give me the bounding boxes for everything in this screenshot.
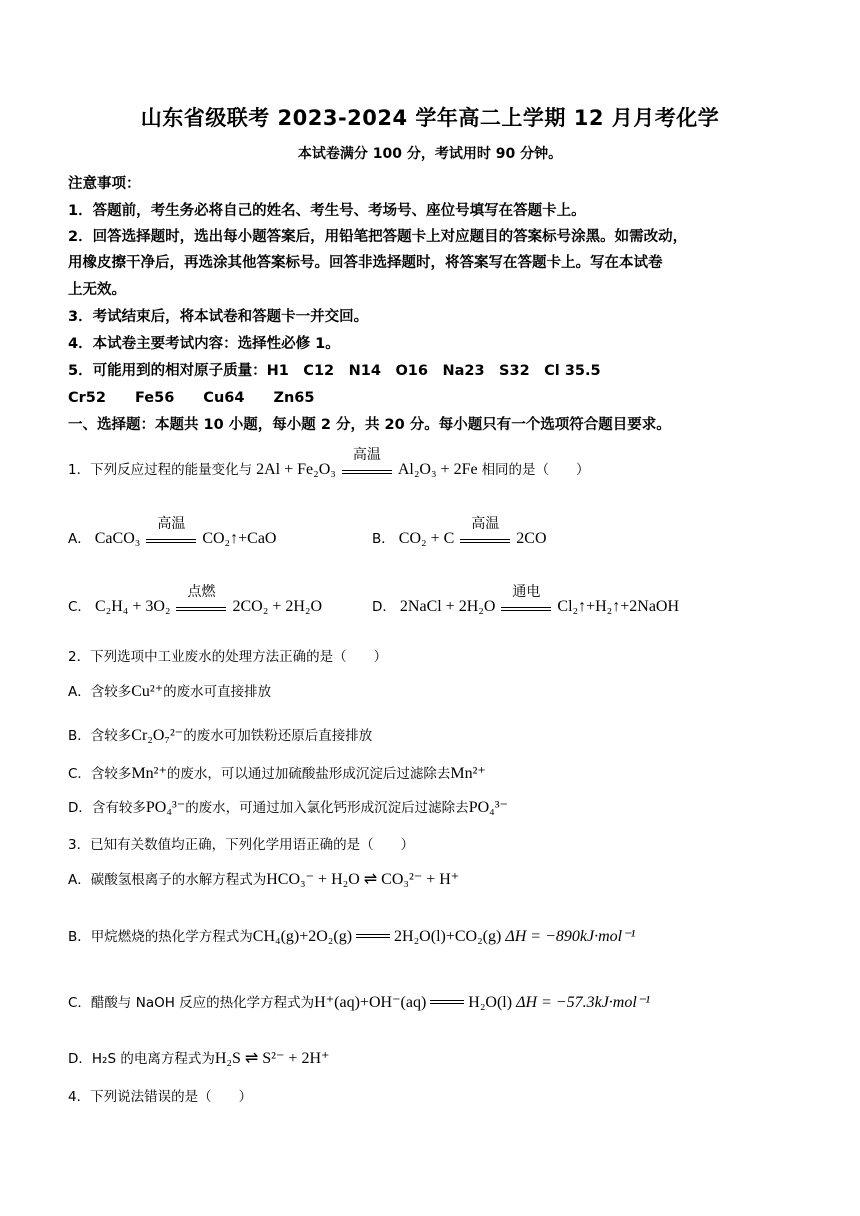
- question-2-stem: 2．下列选项中工业废水的处理方法正确的是（ ）: [68, 649, 388, 665]
- page-subtitle: 本试卷满分 100 分，考试用时 90 分钟。: [297, 146, 563, 162]
- notice-item-2: 2．回答选择题时，选出每小题答案后，用铅笔把答题卡上对应题目的答案标号涂黑。如需改动，: [68, 229, 688, 245]
- notice-item-5-cont: Cr52 Fe56 Cu64 Zn65: [68, 390, 315, 406]
- q2-option-a[interactable]: A．含较多Cu²⁺的废水可直接排放: [68, 683, 272, 700]
- ion-formula: PO₄³⁻: [145, 799, 186, 816]
- ion-formula: PO₄³⁻: [468, 799, 508, 816]
- ion-formula: Cr₂O₇²⁻: [131, 727, 184, 744]
- ion-formula: Mn²⁺: [131, 765, 167, 782]
- enthalpy-change: ΔH = −57.3kJ·mol⁻¹: [516, 994, 651, 1011]
- q2-option-d[interactable]: D．含有较多PO₄³⁻的废水，可通过加入氯化钙形成沉淀后过滤除去PO₄³⁻: [68, 799, 508, 816]
- notice-item-4: 4．本试卷主要考试内容：选择性必修 1。: [68, 336, 340, 352]
- enthalpy-change: ΔH = −890kJ·mol⁻¹: [505, 928, 636, 945]
- section-heading: 一、选择题：本题共 10 小题，每小题 2 分，共 20 分。每小题只有一个选项符合题目要求。: [68, 417, 671, 433]
- reaction-condition: 通电: [501, 597, 551, 611]
- q3-option-c[interactable]: C．醋酸与 NaOH 反应的热化学方程式为H⁺(aq)+OH⁻(aq) H₂O(l) ΔH = −57.3kJ·mol⁻¹: [68, 994, 651, 1011]
- reaction-condition: 高温: [460, 529, 510, 543]
- q2-option-b[interactable]: B．含较多Cr₂O₇²⁻的废水可加铁粉还原后直接排放: [68, 727, 373, 744]
- reaction-condition: 点燃: [176, 597, 226, 611]
- question-4-stem: 4．下列说法错误的是（ ）: [68, 1089, 253, 1105]
- q1-option-a[interactable]: A． CaCO₃ 高温 CO₂↑+CaO: [68, 516, 277, 547]
- reaction-condition: 高温: [342, 460, 392, 474]
- notice-item-5: 5．可能用到的相对原子质量：H1 C12 N14 O16 Na23 S32 Cl 35.5: [68, 363, 601, 379]
- equals-sign: [430, 999, 464, 1007]
- equation: H₂S ⇌ S²⁻ + 2H⁺: [214, 1050, 330, 1067]
- q1-option-c[interactable]: C． C₂H₄ + 3O₂ 点燃 2CO₂ + 2H₂O: [68, 584, 322, 615]
- q1-products: Al₂O₃ + 2Fe: [397, 461, 478, 478]
- notice-item-3: 3．考试结束后，将本试卷和答题卡一并交回。: [68, 309, 369, 325]
- q1-option-b[interactable]: B． CO₂ + C 高温 2CO: [372, 516, 547, 547]
- equation: HCO₃⁻ + H₂O ⇌ CO₃²⁻ + H⁺: [266, 871, 460, 888]
- reaction-condition: 高温: [146, 529, 196, 543]
- notice-item-2-cont: 用橡皮擦干净后，再选涂其他答案标号。回答非选择题时，将答案写在答题卡上。写在本试卷: [68, 255, 663, 271]
- notice-item-2-end: 上无效。: [68, 282, 126, 298]
- page-title: 山东省级联考 2023-2024 学年高二上学期 12 月月考化学: [140, 106, 720, 130]
- q3-option-b[interactable]: B．甲烷燃烧的热化学方程式为CH₄(g)+2O₂(g) 2H₂O(l)+CO₂(g) ΔH = −890kJ·mol⁻¹: [68, 928, 636, 945]
- notice-heading: 注意事项：: [68, 176, 141, 192]
- q1-reactants: 2Al + Fe₂O₃: [256, 461, 336, 478]
- notice-item-1: 1．答题前，考生务必将自己的姓名、考生号、考场号、座位号填写在答题卡上。: [68, 203, 586, 219]
- q1-option-d[interactable]: D． 2NaCl + 2H₂O 通电 Cl₂↑+H₂↑+2NaOH: [372, 584, 680, 615]
- q3-option-a[interactable]: A．碳酸氢根离子的水解方程式为HCO₃⁻ + H₂O ⇌ CO₃²⁻ + H⁺: [68, 871, 460, 888]
- question-1-stem: 1．下列反应过程的能量变化与 2Al + Fe₂O₃ 高温 Al₂O₃ + 2Fe 相同的是（ ）: [68, 447, 590, 478]
- q3-option-d[interactable]: D．H₂S 的电离方程式为H₂S ⇌ S²⁻ + 2H⁺: [68, 1050, 330, 1067]
- q2-option-c[interactable]: C．含较多Mn²⁺的废水，可以通过加硫酸盐形成沉淀后过滤除去Mn²⁺: [68, 765, 486, 782]
- ion-formula: Mn²⁺: [450, 765, 486, 782]
- ion-formula: Cu²⁺: [131, 683, 164, 700]
- question-3-stem: 3．已知有关数值均正确，下列化学用语正确的是（ ）: [68, 837, 415, 853]
- equals-sign: [356, 933, 390, 941]
